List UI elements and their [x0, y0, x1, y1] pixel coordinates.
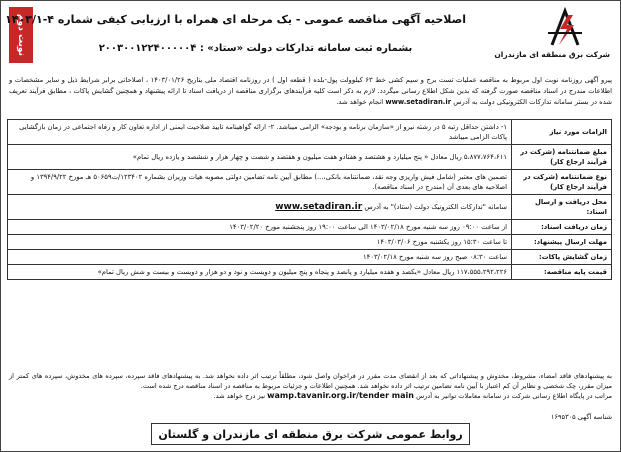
table-row [8, 220, 612, 235]
row-value: ۱- داشتن حداقل رتبه ۵ در رشته نیرو از «سازمان برنامه و بودجه» الزامی میباشد. ۲- ارائه گواهینامه تایید صلاحیت ایمنی از اداره تعاون کار و رفاه اجتماعی در زمان بازگشایی پاکات الزامی میباشد [8, 120, 512, 145]
intro-text: پیرو آگهی روزنامه نوبت اول مربوط به مناقصه عملیات تست برج و سیم کشی خط ۶۳ کیلوولت پول-بلده ( قطعه اول ) در روزنامه اقتصاد ملی بتاریخ ۱۴۰۳/۰۱/۲۶ ، اصلاحاتی برابر شرایط ذیل و سایر مشخصات و اطلاعات مندرج در اسناد مناقصه صورت گرفته که بدین شکل اطلاع رسانی میگردد. لازم به ذکر است کلیه فرآیندهای برگزاری مناقصه از دریافت اسناد تا ارائه پیشنهاد و همچنین گشایش پاکات ، مطابق فرآیند تعریف شده در بستر سامانه تدارکات الکترونیکی دولت به آدرس [9, 76, 612, 106]
row-value: تا ساعت ۱۵:۳۰ روز یکشنبه مورخ ۱۴۰۳/۰۳/۰۶ [8, 235, 512, 250]
row-label: نوع ضمانتنامه (شرکت در فرآیند ارجاع کار) [512, 170, 612, 195]
notes-text-1: به پیشنهادهای فاقد امضاء، مشروط، مخدوش و پیشنهاداتی که بعد از انقضای مدت مقرر در فراخوان واصل شود، مطلقاً ترتیب اثر داده نخواهد شد. به پیشنهادهای فاقد سپرده، سپرده های مخدوش، سپرده های کمتر از میزان مقرر، چک شخصی و نظایر آن کم اعتبار با آیین نامه تضامین ترتیب اثر داده نخواهد شد. همچنین اطلاعات و جزئیات مربوط به مناقصه در اسناد مناقصه درج شده است. [9, 372, 612, 390]
row-value: تضمین های معتبر (شامل فیش واریزی وجه نقد، ضمانتنامه بانکی،...) مطابق آیین نامه تضامین دولتی مصوبه هیات وزیران بشماره ۱۲۳۴۰۲/ت۵۰۶۵۹ هـ مورخ ۱۳۹۴/۹/۲۲ و اصلاحیه های بعدی آن (مندرج در اسناد مناقصه). [8, 170, 512, 195]
row-value: ۱۱۷،۵۵۵،۲۹۲،۲۲۶ ریال معادل «یکصد و هفده میلیارد و پانصد و پنجاه و پنج میلیون و دویست و نود و دو هزار و دویست و بیست و شش ریال تمام» [8, 265, 512, 280]
table-row [8, 195, 612, 220]
tavanir-url-link[interactable]: wamp.tavanir.org.ir/tender main [267, 391, 414, 400]
row-label: زمان گشایش پاکات: [512, 250, 612, 265]
row-value: ۵،۸۷۷،۷۶۴،۶۱۱ ریال معادل « پنج میلیارد و هشتصد و هفتادو هفت میلیون و هفتصد و شصت و چهار هزار و ششصد و یازده ریال تمام» [8, 145, 512, 170]
table-row [8, 265, 612, 280]
row-value-text: سامانه "تدارکات الکترونیک دولت (ستاد)" به آدرس [364, 203, 507, 211]
logo [494, 7, 610, 67]
tavanir-logo-icon [542, 7, 588, 49]
intro-tail: انجام خواهد شد. [336, 98, 384, 106]
ad-code: شناسه آگهی ۱۶۹۵۳۰۵ [550, 413, 612, 421]
row-label: قیمت پایه مناقصه: [512, 265, 612, 280]
footer-notes [9, 371, 612, 401]
row-label: مهلت ارسال پیشنهاد: [512, 235, 612, 250]
row-label: زمان دریافت اسناد: [512, 220, 612, 235]
table-row [8, 235, 612, 250]
table-row [8, 145, 612, 170]
notes-text-2: مراتب در پایگاه اطلاع رسانی شرکت در سامانه معاملات توانیر به آدرس [416, 392, 612, 400]
public-relations-banner: روابط عمومی شرکت برق منطقه ای مازندران و گلستان [151, 423, 470, 445]
intro-site-link[interactable]: www.setadiran.ir [385, 98, 452, 106]
header [5, 5, 616, 67]
setad-site-link[interactable]: www.setadiran.ir [275, 202, 363, 212]
table-row [8, 170, 612, 195]
row-label: محل دریافت و ارسال اسناد: [512, 195, 612, 220]
notes-text-3: نیز درج خواهد شد. [213, 392, 266, 400]
turn-badge: نوبت دوم [9, 7, 33, 63]
row-value: از ساعت ۰۹:۰۰ روز سه شنبه مورخ ۱۴۰۳/۰۲/۱۸ الی ساعت ۱۹:۰۰ روز پنجشنبه مورخ ۱۴۰۳/۰۲/۲۰ [8, 220, 512, 235]
intro-paragraph [9, 75, 612, 108]
header-title: اصلاحیه آگهی مناقصه عمومی - یک مرحله ای همراه با ارزیابی کیفی شماره ۴-۱۴۰۳/۱ [5, 13, 466, 26]
logo-caption: شرکت برق منطقه ای مازندران [494, 50, 610, 59]
table-row [8, 250, 612, 265]
header-subtitle: بشماره ثبت سامانه تدارکات دولت «ستاد» : ۲۰۰۳۰۰۱۲۲۴۰۰۰۰۰۴ [98, 43, 413, 54]
tender-details-table [7, 119, 612, 280]
row-value: ساعت ۰۸:۳۰ صبح روز سه شنبه مورخ ۱۴۰۳/۰۲/۱۸ [8, 250, 512, 265]
row-value [8, 195, 512, 220]
table-row [8, 120, 612, 145]
row-label: مبلغ ضمانتنامه (شرکت در فرآیند ارجاع کار) [512, 145, 612, 170]
row-label: الزامات مورد نیاز [512, 120, 612, 145]
